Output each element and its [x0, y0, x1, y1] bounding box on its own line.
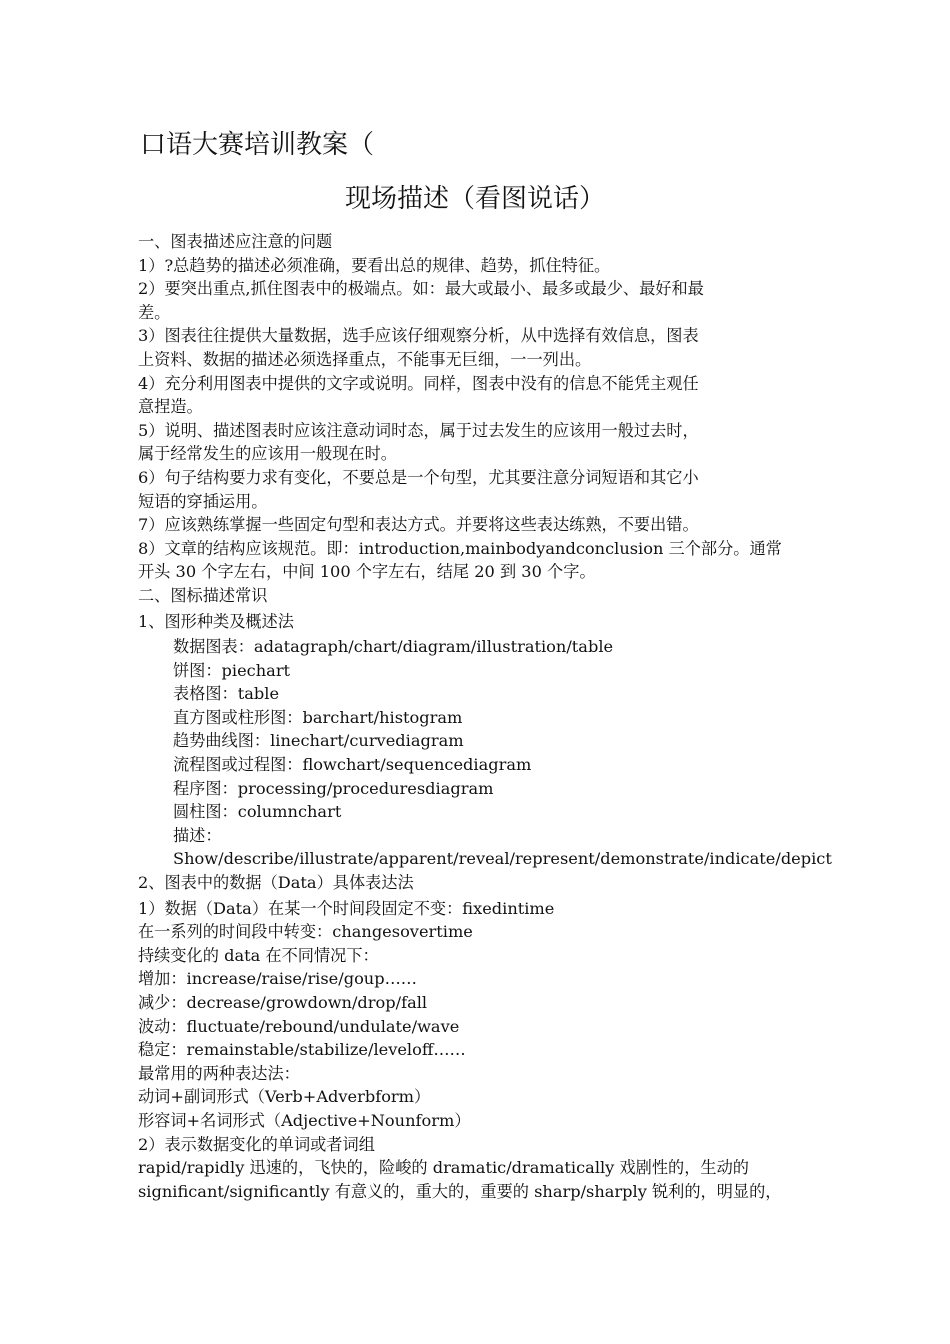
- paragraph-line: 7）应该熟练掌握一些固定句型和表达方式。并要将这些表达练熟，不要出错。: [138, 515, 699, 535]
- list-item: 流程图或过程图：flowchart/sequencediagram: [173, 755, 532, 775]
- list-item: 表格图：table: [173, 684, 280, 704]
- paragraph-line: 在一系列的时间段中转变：changesovertime: [138, 922, 473, 942]
- paragraph-line: 8）文章的结构应该规范。即：introduction,mainbodyandconclusion 三个部分。通常: [138, 538, 782, 558]
- paragraph-line: 4）充分利用图表中提供的文字或说明。同样，图表中没有的信息不能凭主观任: [138, 373, 699, 393]
- document-subtitle: 现场描述（看图说话）: [344, 184, 605, 214]
- paragraph-line: 持续变化的 data 在不同情况下：: [138, 945, 379, 965]
- list-item: 描述：: [173, 825, 222, 845]
- paragraph-line: 开头 30 个字左右，中间 100 个字左右，结尾 20 到 30 个字。: [138, 562, 596, 582]
- paragraph-line: 波动：fluctuate/rebound/undulate/wave: [138, 1016, 460, 1036]
- paragraph-line: 短语的穿插运用。: [138, 491, 268, 511]
- paragraph-line: 上资料、数据的描述必须选择重点，不能事无巨细，一一列出。: [138, 349, 592, 369]
- section-heading: 二、图标描述常识: [138, 585, 268, 605]
- paragraph-line: 3）图表往往提供大量数据，选手应该仔细观察分析，从中选择有效信息，图表: [138, 326, 699, 346]
- list-item: 趋势曲线图：linechart/curvediagram: [173, 731, 464, 751]
- paragraph-line: 6）句子结构要力求有变化，不要总是一个句型，尤其要注意分词短语和其它小: [138, 467, 699, 487]
- paragraph-line: 差。: [138, 302, 171, 322]
- paragraph-line: 动词+副词形式（Verb+Adverbform）: [138, 1087, 431, 1107]
- list-item: 圆柱图：columnchart: [173, 802, 342, 822]
- paragraph-line: 增加：increase/raise/rise/goup……: [138, 969, 417, 989]
- paragraph-line: 属于经常发生的应该用一般现在时。: [138, 444, 397, 464]
- section-heading: 一、图表描述应注意的问题: [138, 232, 333, 251]
- list-item: 程序图：processing/proceduresdiagram: [173, 778, 494, 798]
- list-item: 饼图：piechart: [173, 660, 291, 680]
- paragraph-line: 2）要突出重点,抓住图表中的极端点。如：最大或最小、最多或最少、最好和最: [138, 279, 704, 299]
- subsection-heading: 1、图形种类及概述法: [138, 611, 294, 631]
- paragraph-line: significant/significantly 有意义的，重大的，重要的 sharp/sharply 锐利的，明显的，: [138, 1181, 782, 1201]
- paragraph-line: rapid/rapidly 迅速的，飞快的，险峻的 dramatic/dramatically 戏剧性的，生动的: [138, 1158, 749, 1178]
- paragraph-line: 减少：decrease/growdown/drop/fall: [138, 993, 428, 1012]
- subsection-heading: 2、图表中的数据（Data）具体表达法: [138, 873, 414, 893]
- paragraph-line: 1）数据（Data）在某一个时间段固定不变：fixedintime: [138, 898, 555, 918]
- list-item: 数据图表：adatagraph/chart/diagram/illustration/table: [173, 637, 614, 657]
- paragraph-line: 5）说明、描述图表时应该注意动词时态，属于过去发生的应该用一般过去时，: [138, 420, 699, 440]
- list-item: Show/describe/illustrate/apparent/reveal/represent/demonstrate/indicate/depict: [173, 849, 832, 869]
- paragraph-line: 1）?总趋势的描述必须准确，要看出总的规律、趋势，抓住特征。: [138, 255, 611, 275]
- document-body: [138, 230, 832, 1203]
- document-title: 口语大赛培训教案（: [140, 130, 375, 160]
- paragraph-line: 形容词+名词形式（Adjective+Nounform）: [138, 1110, 471, 1130]
- paragraph-line: 最常用的两种表达法：: [138, 1063, 300, 1083]
- list-item: 直方图或柱形图：barchart/histogram: [173, 707, 463, 727]
- paragraph-line: 2）表示数据变化的单词或者词组: [138, 1134, 375, 1154]
- paragraph-line: 意捏造。: [138, 397, 203, 417]
- paragraph-line: 稳定：remainstable/stabilize/leveloff……: [138, 1040, 466, 1060]
